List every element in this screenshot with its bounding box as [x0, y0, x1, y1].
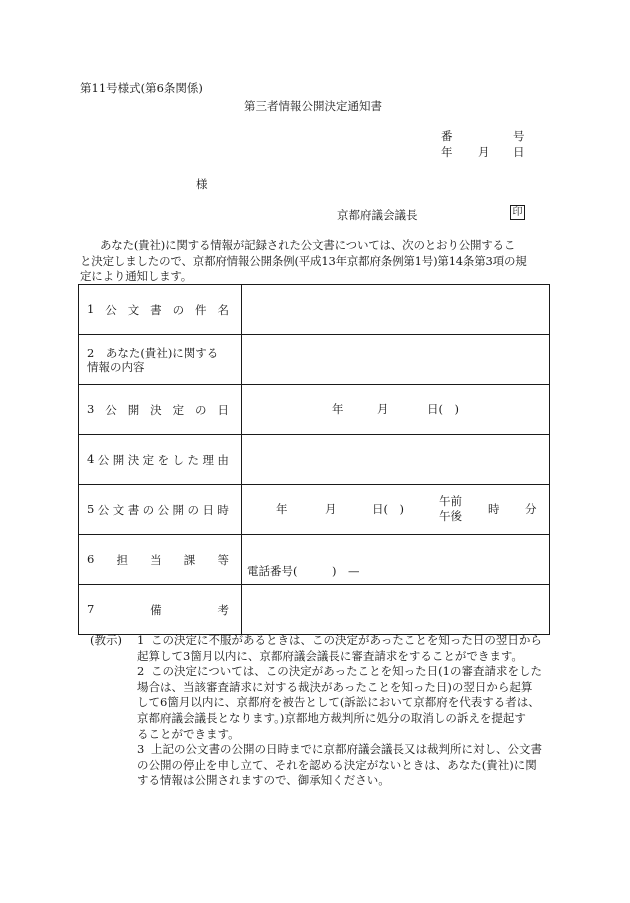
note-line: 起算して3箇月以内に、京都府議会議長に審査請求をすることができます。: [137, 648, 523, 663]
document-title: 第三者情報公開決定通知書: [244, 99, 382, 113]
notification-body: [80, 238, 550, 285]
note-line: の公開の停止を申し立て、それを認める決定がないときは、あなた(貴社)に関: [137, 757, 537, 772]
related-info-value[interactable]: [242, 335, 550, 385]
decision-reason-label: 4 公 開 決 定 を し た 理 由: [79, 435, 242, 485]
number-suffix: 号: [513, 129, 525, 143]
related-info-label: 2 あなた(貴社)に関する 情報の内容: [79, 335, 242, 385]
number-label: 番: [441, 129, 453, 143]
note-item: (教示) 1 この決定に不服があるときは、この決定があったことを知った日の翌日から: [90, 633, 542, 647]
note-line: ることができます。: [137, 726, 240, 741]
table-row: [79, 385, 550, 435]
body-line: 定により通知します。: [80, 269, 193, 283]
table-row: [79, 285, 550, 335]
body-line: と決定しましたので、京都府情報公開条例(平成13年京都府条例第1号)第14条第3項の規: [80, 253, 527, 268]
document-number-line: [441, 129, 526, 143]
date-month-label: 月: [478, 145, 490, 159]
note-line: 京都府議会議長となります。)京都地方裁判所に処分の取消しの訴えを提起す: [137, 710, 526, 725]
responsible-section-label: 6 担 当 課 等: [79, 535, 242, 585]
responsible-section-value[interactable]: [242, 535, 550, 585]
sender-name: 京都府議会議長: [337, 208, 418, 222]
table-row: [79, 535, 550, 585]
decision-date-value[interactable]: 年 月 日( ): [242, 385, 550, 435]
document-name-label: 1 公 文 書 の 件 名: [79, 285, 242, 335]
note-item: 2 この決定については、この決定があったことを知った日(1の審査請求をした: [137, 664, 542, 679]
note-line: して6箇月以内に、京都府を被告として(訴訟において京都府を代表する者は、: [137, 695, 540, 710]
decision-reason-value[interactable]: [242, 435, 550, 485]
table-row: [79, 585, 550, 635]
document-name-value[interactable]: [242, 285, 550, 335]
notes-heading: (教示): [90, 633, 122, 647]
form-number-label: 第11号様式(第6条関係): [80, 81, 203, 95]
table-row: [79, 335, 550, 385]
addressee-honorific: 様: [196, 177, 208, 191]
disclosure-datetime-value[interactable]: 年 月 日( ) 午前 午後 時 分: [242, 485, 550, 535]
document-date-line: [441, 145, 526, 159]
decision-date-label: 3 公 開 決 定 の 日: [79, 385, 242, 435]
note-line: する情報は公開されますので、御承知ください。: [137, 773, 390, 788]
date-day-label: 日: [513, 145, 525, 159]
note-line: 場合は、当該審査請求に対する裁決があったことを知った日)の翌日から起算: [137, 679, 533, 694]
instruction-notes: [90, 633, 560, 789]
remarks-value[interactable]: [242, 585, 550, 635]
disclosure-datetime-label: 5 公 文 書 の 公 開 の 日 時: [79, 485, 242, 535]
note-item: 3 上記の公文書の公開の日時までに京都府議会議長又は裁判所に対し、公文書: [137, 742, 542, 757]
date-year-label: 年: [441, 145, 453, 159]
table-row: [79, 485, 550, 535]
body-line: あなた(貴社)に関する情報が記録された公文書については、次のとおり公開するこ: [100, 238, 516, 252]
table-row: [79, 435, 550, 485]
phone-number-field: 電話番号( ) —: [247, 564, 360, 578]
remarks-label: 7 備 考: [79, 585, 242, 635]
decision-details-table: [78, 284, 550, 635]
seal-mark: 印: [510, 205, 525, 220]
